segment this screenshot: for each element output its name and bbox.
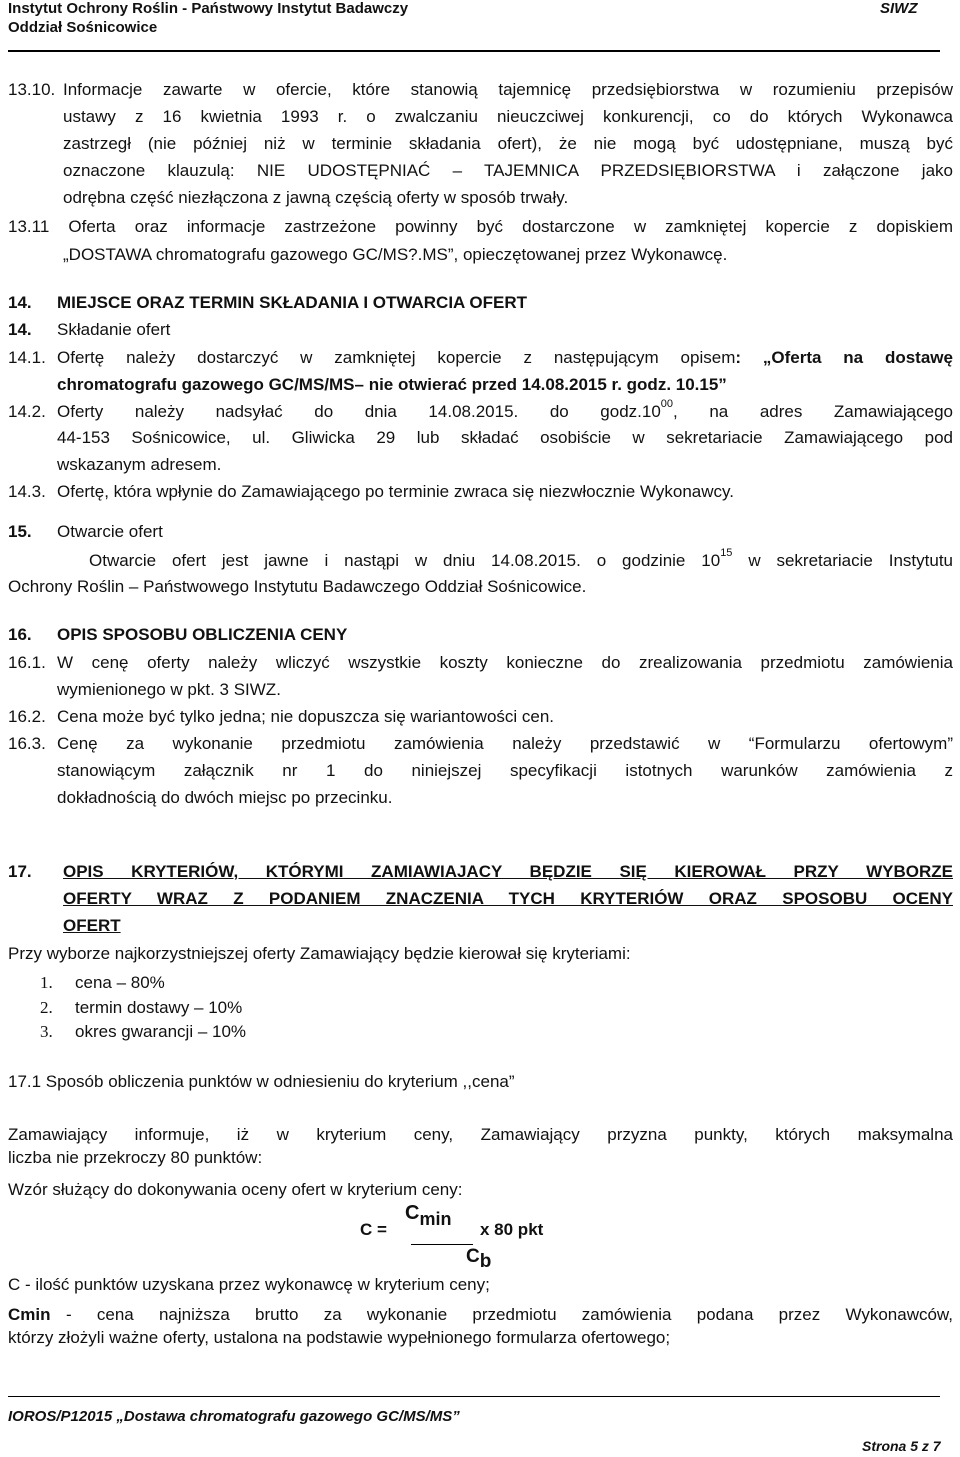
fraction-bar xyxy=(411,1244,473,1245)
paragraph-line: wskazanym adresem. xyxy=(57,455,222,474)
paragraph-line: stanowiącym załącznik nr 1 do niniejszej specyfikacji istotnych warunków zamówienia z xyxy=(57,761,953,780)
paragraph-line: W cenę oferty należy wliczyć wszystkie koszty konieczne do zrealizowania przedmiotu zamówienia xyxy=(57,653,953,672)
paragraph-line: odrębna część niezłączona z jawną częścią oferty w sposób trwały. xyxy=(63,188,569,207)
paragraph-line: chromatografu gazowego GC/MS/MS– nie otwierać przed 14.08.2015 r. godz. 10.15” xyxy=(57,375,727,394)
definition-c: C - ilość punktów uzyskana przez wykonawcę w kryterium ceny; xyxy=(8,1275,490,1294)
section-number: 17. xyxy=(8,862,32,881)
superscript: 15 xyxy=(720,547,733,559)
formula-numerator xyxy=(405,1202,452,1229)
paragraph-text: , na adres Zamawiającego xyxy=(673,402,953,421)
section-title: MIEJSCE ORAZ TERMIN SKŁADANIA I OTWARCIA OFERT xyxy=(57,293,528,312)
superscript: 00 xyxy=(660,398,674,410)
section-number: 15. xyxy=(8,522,32,541)
paragraph-text: Oferty należy nadsyłać do dnia 14.08.2015. do godz.10 xyxy=(57,402,661,421)
section-number: 13.10. xyxy=(8,80,56,99)
paragraph-line: ustawy z 16 kwietnia 1993 r. o zwalczaniu nieuczciwej konkurencji, co do których Wykonawca xyxy=(63,107,953,126)
paragraph-line: dokładnością do dwóch miejsc po przecinku. xyxy=(57,788,393,807)
paragraph-number: 16.1. xyxy=(8,653,46,672)
paragraph-line: - cena najniższa brutto za wykonanie przedmiotu zamówienia podana przez Wykonawców, xyxy=(66,1305,953,1324)
formula-multiplier: x 80 pkt xyxy=(480,1220,544,1239)
criteria-number: 1. xyxy=(40,973,53,992)
criteria-item: cena – 80% xyxy=(75,973,165,992)
subsection-title: Składanie ofert xyxy=(57,320,171,339)
criteria-item: termin dostawy – 10% xyxy=(75,998,243,1017)
paragraph-line: zastrzegł (nie później niż w terminie składania ofert), że nie mogą być udostępniane, muszą być xyxy=(63,134,953,153)
formula-lhs: C = xyxy=(360,1220,387,1239)
formula-subscript: b xyxy=(479,1251,492,1272)
paragraph-line: którzy złożyli ważne oferty, ustalona na podstawie wypełnionego formularza ofertowego; xyxy=(8,1328,671,1347)
paragraph-line: 44-153 Sośnicowice, ul. Gliwicka 29 lub składać osobiście w sekretariacie Zamawiającego pod xyxy=(57,428,953,447)
paragraph-line: wymienionego w pkt. 3 SIWZ. xyxy=(57,680,281,699)
paragraph-line: Informacje zawarte w ofercie, które stanowią tajemnicę przedsiębiorstwa w rozumieniu przepisów xyxy=(63,80,953,99)
paragraph-line: oznaczone klauzulą: NIE UDOSTĘPNIAĆ – TAJEMNICA PRZEDSIĘBIORSTWA i załączone jako xyxy=(63,161,953,180)
paragraph-line xyxy=(57,398,953,422)
header-doc-type: SIWZ xyxy=(880,0,918,17)
footer-rule xyxy=(8,1396,940,1397)
criteria-intro: Przy wyborze najkorzystniejszej oferty Zamawiający będzie kierował się kryteriami: xyxy=(8,944,631,963)
section-title: Otwarcie ofert xyxy=(57,522,163,541)
section-number: 14. xyxy=(8,293,32,312)
paragraph-line: Cena może być tylko jedna; nie dopuszcza się wariantowości cen. xyxy=(57,707,555,726)
paragraph-line xyxy=(57,348,953,368)
formula-intro: Wzór służący do dokonywania oceny ofert w kryterium ceny: xyxy=(8,1180,463,1199)
criteria-number: 2. xyxy=(40,998,53,1017)
header-rule xyxy=(8,50,940,52)
paragraph-line: 13.11 Oferta oraz informacje zastrzeżone powinny być dostarczone w zamkniętej kopercie z dopiskiem xyxy=(8,217,953,236)
paragraph-number: 14.1. xyxy=(8,348,46,367)
paragraph-number: 16.3. xyxy=(8,734,46,753)
paragraph-line: Cenę za wykonanie przedmiotu zamówienia należy przedstawić w “Formularzu ofertowym” xyxy=(57,734,953,753)
subsection-number: 14. xyxy=(8,320,32,339)
paragraph-number: 14.3. xyxy=(8,482,46,501)
formula-symbol: C xyxy=(405,1202,420,1224)
paragraph-line xyxy=(89,547,953,571)
header-org-line1: Instytut Ochrony Roślin - Państwowy Instytut Badawczy xyxy=(8,0,409,17)
paragraph-number: 16.2. xyxy=(8,707,46,726)
paragraph-text: Ofertę należy dostarczyć w zamkniętej kopercie z następującym opisem xyxy=(57,348,736,367)
section-title: OPIS SPOSOBU OBLICZENIA CENY xyxy=(57,625,348,644)
paragraph-line: liczba nie przekroczy 80 punktów: xyxy=(8,1148,263,1167)
paragraph-text: w sekretariacie Instytutu xyxy=(732,551,953,570)
paragraph-text: Otwarcie ofert jest jawne i nastąpi w dniu 14.08.2015. o godzinie 10 xyxy=(89,551,721,570)
footer-page-number: Strona 5 z 7 xyxy=(862,1438,941,1454)
paragraph-line: Zamawiający informuje, iż w kryterium ceny, Zamawiający przyzna punkty, których maksymalna xyxy=(8,1125,953,1144)
section-title-line: OFERTY WRAZ Z PODANIEM ZNACZENIA TYCH KRYTERIÓW ORAZ SPOSOBU OCENY xyxy=(63,889,953,908)
header-org-line2: Oddział Sośnicowice xyxy=(8,19,158,36)
paragraph-line: Ochrony Roślin – Państwowego Instytutu Badawczego Oddział Sośnicowice. xyxy=(8,577,587,596)
formula-symbol: C xyxy=(466,1246,480,1267)
footer-doc-ref: IOROS/P12015 „Dostawa chromatografu gazowego GC/MS/MS” xyxy=(8,1408,460,1425)
definition-cmin-label: Cmin xyxy=(8,1305,51,1324)
section-number: 16. xyxy=(8,625,32,644)
paragraph-number: 14.2. xyxy=(8,402,46,421)
subsection-17-1: 17.1 Sposób obliczenia punktów w odniesieniu do kryterium ,,cena” xyxy=(8,1072,515,1091)
paragraph-text-bold: : „Oferta na dostawę xyxy=(735,348,953,367)
paragraph-line: „DOSTAWA chromatografu gazowego GC/MS?.MS”, opieczętowanej przez Wykonawcę. xyxy=(63,245,728,264)
formula-denominator xyxy=(466,1246,492,1272)
formula-subscript: min xyxy=(419,1209,452,1229)
section-title-line: OFERT xyxy=(63,916,121,935)
paragraph-line: Ofertę, która wpłynie do Zamawiającego po terminie zwraca się niezwłocznie Wykonawcy. xyxy=(57,482,734,501)
section-title-line: OPIS KRYTERIÓW, KTÓRYMI ZAMIAWIAJACY BĘDZIE SIĘ KIEROWAŁ PRZY WYBORZE xyxy=(63,862,953,881)
criteria-item: okres gwarancji – 10% xyxy=(75,1022,247,1041)
criteria-number: 3. xyxy=(40,1022,53,1041)
